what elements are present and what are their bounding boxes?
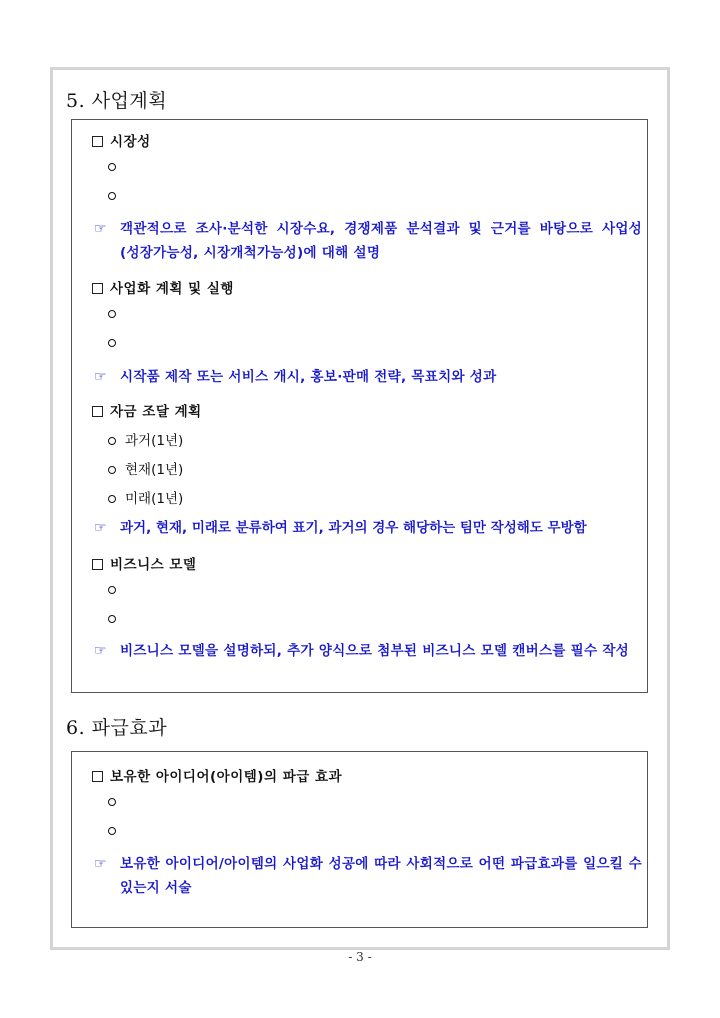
- pointing-hand-icon: ☞: [94, 643, 107, 659]
- circle-bullet-icon: [108, 192, 116, 200]
- circle-bullet-icon: [108, 339, 116, 347]
- note-commercialization-text: 시작품 제작 또는 서비스 개시, 홍보·판매 전략, 목표치와 성과: [120, 369, 497, 385]
- circle-bullet-icon: [108, 163, 116, 171]
- circle-bullet-icon: [108, 798, 116, 806]
- note-commercialization: [94, 365, 642, 389]
- bullet-item: [108, 429, 183, 449]
- checkbox-icon[interactable]: [92, 136, 103, 147]
- pointing-hand-icon: ☞: [94, 520, 107, 536]
- pointing-hand-icon: ☞: [94, 856, 107, 872]
- heading-business-model: [92, 553, 196, 573]
- bullet-past: 과거(1년): [125, 433, 184, 449]
- pointing-hand-icon: ☞: [94, 369, 107, 385]
- note-ripple-effect: [94, 852, 642, 900]
- heading-commercialization: [92, 277, 234, 297]
- bullet-item: [108, 306, 125, 322]
- heading-ripple-effect-label: 보유한 아이디어(아이템)의 파급 효과: [110, 769, 343, 785]
- heading-funding-label: 자금 조달 계획: [110, 404, 202, 420]
- bullet-item: [108, 188, 125, 204]
- note-business-model: [94, 639, 642, 663]
- heading-ripple-effect: [92, 765, 342, 785]
- bullet-item: [108, 458, 183, 478]
- circle-bullet-icon: [108, 827, 116, 835]
- pointing-hand-icon: ☞: [94, 221, 107, 237]
- note-funding-text: 과거, 현재, 미래로 분류하여 표기, 과거의 경우 해당하는 팀만 작성해도 무방함: [120, 520, 587, 536]
- note-market: [94, 217, 642, 265]
- heading-market-label: 시장성: [110, 134, 151, 150]
- business-plan-box: [71, 119, 648, 693]
- checkbox-icon[interactable]: [92, 283, 103, 294]
- checkbox-icon[interactable]: [92, 771, 103, 782]
- circle-bullet-icon: [108, 495, 116, 503]
- circle-bullet-icon: [108, 437, 116, 445]
- bullet-item: [108, 582, 125, 598]
- section-6-title: 6. 파급효과: [66, 717, 168, 739]
- note-business-model-text: 비즈니스 모델을 설명하되, 추가 양식으로 첨부된 비즈니스 모델 캔버스를 필수 작성: [120, 643, 630, 659]
- heading-funding: [92, 400, 202, 420]
- bullet-present: 현재(1년): [125, 462, 184, 478]
- bullet-item: [108, 611, 125, 627]
- circle-bullet-icon: [108, 310, 116, 318]
- bullet-item: [108, 159, 125, 175]
- circle-bullet-icon: [108, 466, 116, 474]
- heading-business-model-label: 비즈니스 모델: [110, 557, 197, 573]
- bullet-item: [108, 487, 183, 507]
- circle-bullet-icon: [108, 586, 116, 594]
- page-number: - 3 -: [348, 950, 372, 964]
- note-funding: [94, 516, 642, 540]
- note-market-text: 객관적으로 조사·분석한 시장수요, 경쟁제품 분석결과 및 근거를 바탕으로 사업성(성장가능성, 시장개척가능성)에 대해 설명: [120, 221, 642, 261]
- heading-commercialization-label: 사업화 계획 및 실행: [110, 281, 234, 297]
- heading-market: [92, 130, 151, 150]
- checkbox-icon[interactable]: [92, 406, 103, 417]
- bullet-future: 미래(1년): [125, 491, 184, 507]
- section-5-title: 5. 사업계획: [66, 90, 168, 112]
- bullet-item: [108, 335, 125, 351]
- ripple-effect-box: [71, 751, 648, 928]
- bullet-item: [108, 823, 125, 839]
- bullet-item: [108, 794, 125, 810]
- note-ripple-effect-text: 보유한 아이디어/아이템의 사업화 성공에 따라 사회적으로 어떤 파급효과를 일으킬 수 있는지 서술: [120, 856, 642, 896]
- circle-bullet-icon: [108, 615, 116, 623]
- checkbox-icon[interactable]: [92, 559, 103, 570]
